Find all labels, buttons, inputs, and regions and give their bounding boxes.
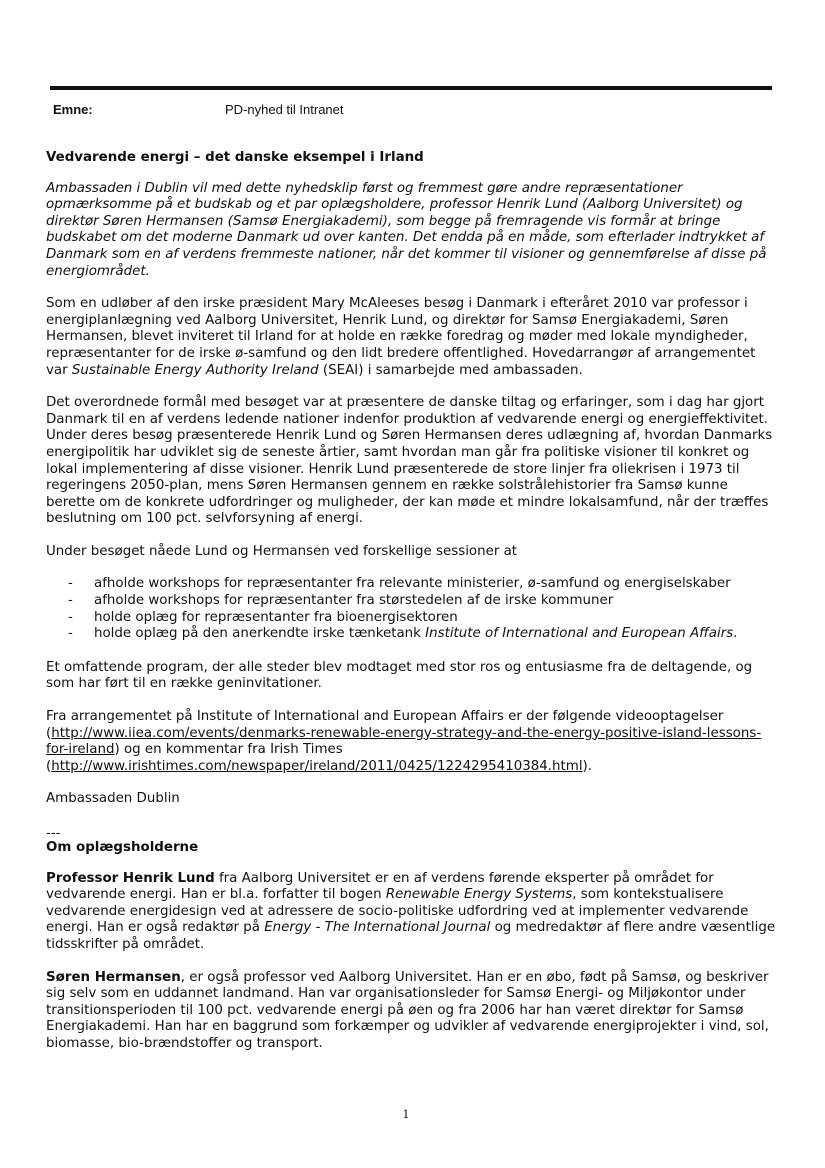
paragraph-purpose: Det overordnede formål med besøget var at præsentere de danske tiltag og erfaringer, som i dag har gjort Danmark til en af verdens ledende nationer indenfor produktion af vedvarende energi og energieffektivitet. Under deres besøg præsenterede Henrik Lund og Søren Hermansen deres udlægning af, hvordan Danmarks energipolitik har udviklet sig de seneste årtier, samt hvordan man går fra politiske visioner til konkret og lokal implementering af disse visioner. Henrik Lund præsenterede de store linjer fra oliekrisen i 1973 til regeringens 2050-plan, mens Søren Hermansen gennem en række solstrålehistorier fra Samsø kunne berette om de konkrete udfordringer og muligheder, der kan møde et mindre lokalsamfund, når der træffes beslutning om 100 pct. selvforsyning af energi. (46, 395, 773, 527)
bio-text: og medredaktør af flere andre væsentlige tidsskrifter på området. (46, 920, 776, 952)
think-tank-name: Institute of International and European Affairs (425, 626, 734, 642)
paragraph-visit-text: Som en udløber af den irske præsident Mary McAleeses besøg i Danmark i efteråret 2010 var professor i energiplanlægning ved Aalborg Universitet, Henrik Lund, og direktør for Samsø Energiakademi, Søren Hermansen, blevet inviteret til Irland for at holde en række foredrag og møder med lokale myndigheder, repræsentanter for de irske ø-samfund og den lidt bredere offentlighed. Hovedarrangør af arrangementet var (46, 296, 756, 378)
iiea-video-link[interactable]: http://www.iiea.com/events/denmarks-renewable-energy-strategy-and-the-energy-positive-island-lessons-for-ireland (46, 725, 762, 758)
bio-text: , som kontekstualisere vedvarende energidesign ved at adressere de socio-politiske udfordring ved at implementer vedvarende energi. Han er også redaktør på (46, 887, 749, 936)
header-rule (50, 86, 772, 90)
list-item: - afholde workshops for repræsentanter fra relevante ministerier, ø-samfund og energiselskaber (46, 576, 776, 593)
bio-name: Søren Hermansen (46, 969, 181, 985)
separator: --- (46, 826, 61, 841)
paragraph-visit (46, 296, 776, 379)
list-item-text: holde oplæg på den anerkendte irske tænketank (94, 626, 426, 642)
list-item-end: . (733, 626, 738, 642)
paragraph-links-text: Fra arrangementet på Institute of International and European Affairs er der følgende videooptagelser ( (46, 709, 724, 741)
signoff: Ambassaden Dublin (46, 791, 180, 807)
subject-value: PD-nyhed til Intranet (225, 102, 344, 117)
list-item (46, 626, 776, 643)
organizer-name: Sustainable Energy Authority Ireland (71, 362, 319, 378)
bio-soren-hermansen (46, 970, 776, 1053)
paragraph-program: Et omfattende program, der alle steder blev modtaget med stor ros og entusiasme fra de deltagende, og som har ført til en række geninvitationer. (46, 659, 753, 692)
paragraph-links (46, 709, 776, 775)
section-title: Om oplægsholderne (46, 840, 199, 855)
page-number: 1 (402, 1108, 410, 1121)
sessions-list (46, 576, 776, 642)
bio-text: fra Aalborg Universitet er en af verdens førende eksperter på området for vedvarende energi. Han er bl.a. forfatter til bogen (46, 870, 714, 903)
journal-title: Energy - The International Journal (264, 920, 491, 936)
subject-line (53, 102, 773, 117)
list-item: - holde oplæg for repræsentanter fra bioenergisektoren (46, 610, 776, 627)
paragraph-links-mid: ) og en kommentar fra Irish Times ( (46, 742, 343, 774)
bio-text: , er også professor ved Aalborg Universitet. Han er en øbo, født på Samsø, og beskriver sig selv som en uddannet landmand. Han var organisationsleder for Samsø Energi- og Miljøkontor under transitionsperioden til 100 pct. vedvarende energi på øen og fra 2006 har han været direktør for Samsø Energiakademi. Han har en baggrund som forkæmper og udvikler af vedvarende energiprojekter i vind, sol, biomasse, bio-brændstoffer og transport. (46, 969, 769, 1051)
irish-times-link[interactable]: http://www.irishtimes.com/newspaper/ireland/2011/0425/1224295410384.html (51, 758, 583, 774)
subject-label: Emne: (53, 102, 93, 117)
bio-henrik-lund (46, 871, 776, 954)
paragraph-visit-text-end: (SEAI) i samarbejde med ambassaden. (318, 362, 583, 378)
paragraph-sessions-intro: Under besøget nåede Lund og Hermansen ved forskellige sessioner at (46, 543, 518, 559)
list-item: - afholde workshops for repræsentanter fra størstedelen af de irske kommuner (46, 593, 776, 610)
document-body (46, 150, 776, 1069)
bio-name: Professor Henrik Lund (46, 870, 215, 886)
paragraph-links-end: ). (582, 758, 593, 774)
book-title: Renewable Energy Systems (385, 887, 573, 903)
document-title: Vedvarende energi – det danske eksempel i Irland (46, 150, 424, 165)
intro-paragraph: Ambassaden i Dublin vil med dette nyhedsklip først og fremmest gøre andre repræsentationer opmærksomme på et budskab og et par oplægsholdere, professor Henrik Lund (Aalborg Universitet) og direktør Søren Hermansen (Samsø Energiakademi), som begge på fremragende vis formår at bringe budskabet om det moderne Danmark ud over kanten. Det endda på en måde, som efterlader indtrykket af Danmark som en af verdens fremmeste nationer, når det kommer til visioner og gennemførelse af disse på energiområdet. (46, 180, 767, 279)
